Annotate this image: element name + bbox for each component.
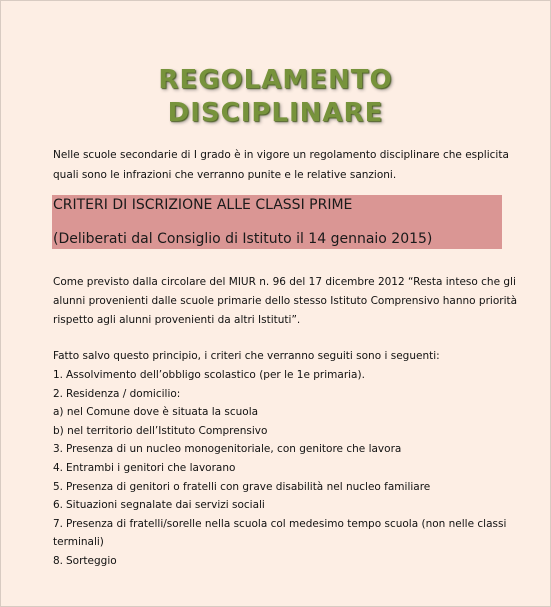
banner-subheading: (Deliberati dal Consiglio di Istituto il 14 gennaio 2015) (53, 231, 433, 247)
criteria-list (53, 366, 523, 571)
list-item (53, 385, 523, 404)
item-number: 7. (53, 517, 64, 530)
subitem-text: a) nel Comune dove è situata la scuola (53, 406, 259, 419)
banner-heading: CRITERI DI ISCRIZIONE ALLE CLASSI PRIME (53, 197, 353, 213)
list-item (53, 515, 523, 534)
list-item (53, 552, 523, 571)
list-subitem (53, 422, 523, 441)
item-text: Presenza di fratelli/sorelle nella scuola col medesimo tempo scuola (non nelle classi (66, 517, 507, 530)
intro-text: Nelle scuole secondarie di I grado è in vigore un regolamento disciplinare che esplicita quali sono le infrazioni che verranno punite e le relative sanzioni. (53, 149, 509, 181)
item-continuation-text: terminali) (53, 536, 104, 549)
list-subitem (53, 403, 523, 422)
list-item (53, 440, 523, 459)
item-text: Residenza / domicilio: (66, 387, 181, 400)
item-number: 4. (53, 461, 64, 474)
list-item (53, 366, 523, 385)
list-item-continuation (53, 533, 523, 552)
title-line-1: REGOLAMENTO (158, 65, 393, 95)
item-text: Assolvimento dell’obbligo scolastico (per le 1e primaria). (66, 369, 365, 381)
miur-paragraph: Come previsto dalla circolare del MIUR n. 96 del 17 dicembre 2012 “Resta inteso che gli alunni provenienti dalle scuole primarie dello stesso Istituto Comprensivo hanno priorità rispetto agli alunni provenienti da altri Istituti”. (53, 276, 518, 326)
item-number: 5. (53, 480, 64, 493)
criteria-banner (52, 195, 502, 249)
criteria-lead: Fatto salvo questo principio, i criteri che verranno seguiti sono i seguenti: (53, 350, 440, 362)
item-number: 2. (53, 387, 64, 400)
item-text: Presenza di genitori o fratelli con grave disabilità nel nucleo familiare (66, 480, 431, 493)
item-text: Situazioni segnalate dai servizi sociali (66, 499, 265, 512)
item-text: Presenza di un nucleo monogenitoriale, con genitore che lavora (66, 443, 402, 456)
list-item (53, 459, 523, 478)
list-item (53, 496, 523, 515)
subitem-text: b) nel territorio dell’Istituto Comprensivo (53, 424, 268, 437)
list-item (53, 478, 523, 497)
title-line-2: DISCIPLINARE (167, 98, 384, 128)
item-text: Sorteggio (66, 554, 117, 567)
item-number: 3. (53, 443, 64, 456)
item-number: 1. (53, 369, 64, 381)
item-number: 8. (53, 554, 64, 567)
item-text: Entrambi i genitori che lavorano (66, 461, 236, 474)
item-number: 6. (53, 499, 64, 512)
